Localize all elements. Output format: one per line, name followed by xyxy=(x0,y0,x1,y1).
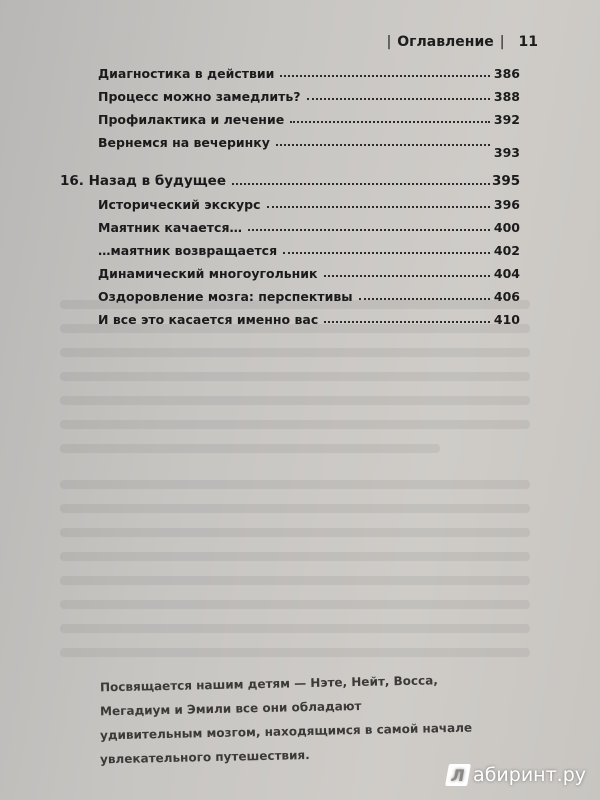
toc-chapter-entry xyxy=(60,166,520,189)
toc-entry-title: Процесс можно замедлить? xyxy=(98,89,301,104)
bleed-line: Мегадиум и Эмили все они обладают xyxy=(99,698,362,719)
toc-entry xyxy=(60,258,520,281)
toc-entry-title: Диагностика в действии xyxy=(98,66,275,81)
bleed-line: Посвящается нашим детям — Нэте, Нейт, Восса, xyxy=(99,673,438,695)
watermark-text: абиринт.ру xyxy=(473,764,586,786)
page-number: 11 xyxy=(518,34,538,50)
dot-leader xyxy=(283,252,490,254)
bleed-line: удивительным мозгом, находящимся в самой начале xyxy=(99,720,473,743)
page-header xyxy=(387,34,538,50)
toc-entry-page: 402 xyxy=(493,243,520,258)
dot-leader xyxy=(307,98,490,100)
toc-entry-title: Оздоровление мозга: перспективы xyxy=(98,289,353,304)
toc-entry-page: 388 xyxy=(493,89,520,104)
toc-entry-title: Исторический экскурс xyxy=(98,197,261,212)
toc-entry-page: 393 xyxy=(493,145,520,160)
toc-entry xyxy=(60,81,520,104)
dot-leader xyxy=(290,121,490,123)
toc-entry-title: Динамический многоугольник xyxy=(98,266,318,281)
toc-entry-page: 396 xyxy=(493,197,520,212)
toc-entry-page: 392 xyxy=(493,112,520,127)
toc-entry-title: Маятник качается… xyxy=(98,220,242,235)
toc-entry-page: 404 xyxy=(493,266,520,281)
bleed-line: увлекательного путешествия. xyxy=(99,748,310,767)
dot-leader xyxy=(280,75,490,77)
dot-leader xyxy=(359,298,490,300)
toc-entry xyxy=(60,127,520,160)
toc-entry-page: 386 xyxy=(493,66,520,81)
watermark-logo xyxy=(447,764,586,786)
toc-entry xyxy=(60,189,520,212)
toc-chapter-title: 16. Назад в будущее xyxy=(60,173,226,189)
toc-entry-title: Вернемся на вечеринку xyxy=(98,135,270,150)
dot-leader xyxy=(324,321,490,323)
toc-entry-page: 400 xyxy=(493,220,520,235)
toc-entry xyxy=(60,58,520,81)
toc-entry xyxy=(60,104,520,127)
dot-leader xyxy=(276,144,490,146)
running-title: | Оглавление | xyxy=(387,34,505,50)
table-of-contents xyxy=(60,58,520,327)
toc-entry xyxy=(60,304,520,327)
toc-entry-title: И все это касается именно вас xyxy=(98,312,319,327)
toc-entry xyxy=(60,212,520,235)
dot-leader xyxy=(324,275,490,277)
toc-entry-page: 406 xyxy=(493,289,520,304)
toc-entry xyxy=(60,235,520,258)
toc-entry-page: 410 xyxy=(493,312,520,327)
dot-leader xyxy=(232,183,490,185)
labirint-logo-icon: Л xyxy=(445,764,471,786)
dot-leader xyxy=(248,229,490,231)
toc-entry-title: Профилактика и лечение xyxy=(98,112,285,127)
toc-entry-page: 395 xyxy=(492,173,521,189)
dot-leader xyxy=(267,206,490,208)
toc-entry-title: …маятник возвращается xyxy=(98,243,278,258)
toc-entry xyxy=(60,281,520,304)
